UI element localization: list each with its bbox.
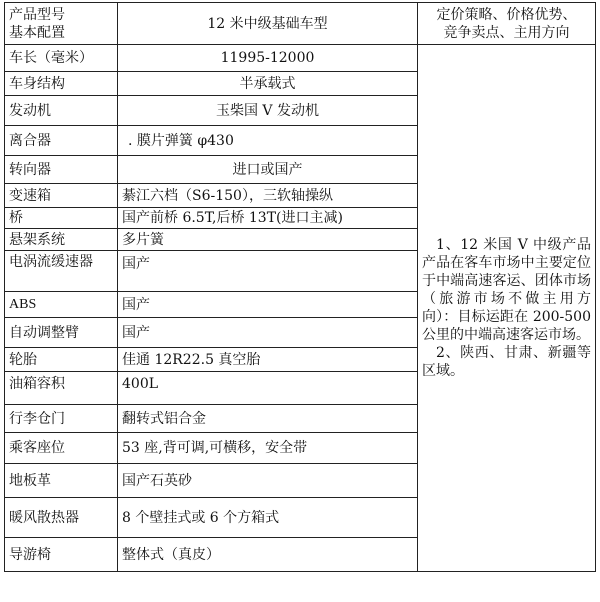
spec-value: 多片簧 <box>118 229 418 251</box>
spec-value: 进口或国产 <box>118 156 418 184</box>
strategy-point-1: 1、12 米国 V 中级产品产品在客车市场中主要定位于中端高速客运、团体市场（旅游市场不做主用方向）：目标运距在 200-500 公里的中端高速客运市场。 <box>422 237 591 343</box>
spec-label: 地板革 <box>5 464 118 498</box>
table-row <box>5 45 596 72</box>
spec-label: ABS <box>5 292 118 318</box>
spec-label: 油箱容积 <box>5 372 118 405</box>
spec-value: 53 座,背可调,可横移，安全带 <box>118 433 418 464</box>
strategy-point-2: 2、陕西、甘肃、新疆等区域。 <box>422 345 591 379</box>
spec-value: 国产前桥 6.5T,后桥 13T(进口主减) <box>118 208 418 229</box>
spec-value: 国产 <box>118 318 418 348</box>
spec-label: 转向器 <box>5 156 118 184</box>
strategy-header-line2: 竞争卖点、主用方向 <box>443 24 570 41</box>
spec-label: 悬架系统 <box>5 229 118 251</box>
spec-label: 变速箱 <box>5 184 118 208</box>
header-label-line1: 产品型号 <box>9 6 65 23</box>
table-header-row <box>5 3 596 45</box>
header-label-line2: 基本配置 <box>9 24 65 41</box>
strategy-cell <box>418 45 596 572</box>
spec-value: 400L <box>118 372 418 405</box>
spec-label: 电涡流缓速器 <box>5 251 118 292</box>
spec-value: 8 个壁挂式或 6 个方箱式 <box>118 498 418 538</box>
spec-label: 自动调整臂 <box>5 318 118 348</box>
spec-label: 导游椅 <box>5 538 118 572</box>
model-name: 12 米中级基础车型 <box>207 15 328 32</box>
spec-table <box>4 2 596 572</box>
spec-label: 轮胎 <box>5 348 118 372</box>
spec-label: 桥 <box>5 208 118 229</box>
spec-sheet <box>4 2 595 597</box>
header-label-cell <box>5 3 118 45</box>
spec-label: 行李仓门 <box>5 405 118 433</box>
spec-value: 綦江六档（S6-150），三软轴操纵 <box>118 184 418 208</box>
spec-label: 离合器 <box>5 126 118 156</box>
spec-value: 11995-12000 <box>118 45 418 72</box>
spec-label: 暖风散热器 <box>5 498 118 538</box>
spec-label: 乘客座位 <box>5 433 118 464</box>
spec-value: 国产 <box>118 251 418 292</box>
model-name-cell <box>118 3 418 45</box>
spec-value: . 膜片弹簧 φ430 <box>118 126 418 156</box>
spec-value: 玉柴国 V 发动机 <box>118 96 418 126</box>
spec-value: 半承载式 <box>118 72 418 96</box>
spec-value: 翻转式铝合金 <box>118 405 418 433</box>
spec-label: 发动机 <box>5 96 118 126</box>
spec-value: 国产 <box>118 292 418 318</box>
spec-value: 整体式（真皮） <box>118 538 418 572</box>
spec-value: 佳通 12R22.5 真空胎 <box>118 348 418 372</box>
spec-value: 国产石英砂 <box>118 464 418 498</box>
spec-label: 车长（毫米） <box>5 45 118 72</box>
spec-label: 车身结构 <box>5 72 118 96</box>
strategy-header-line1: 定价策略、价格优势、 <box>436 6 577 23</box>
strategy-header-cell <box>418 3 596 45</box>
